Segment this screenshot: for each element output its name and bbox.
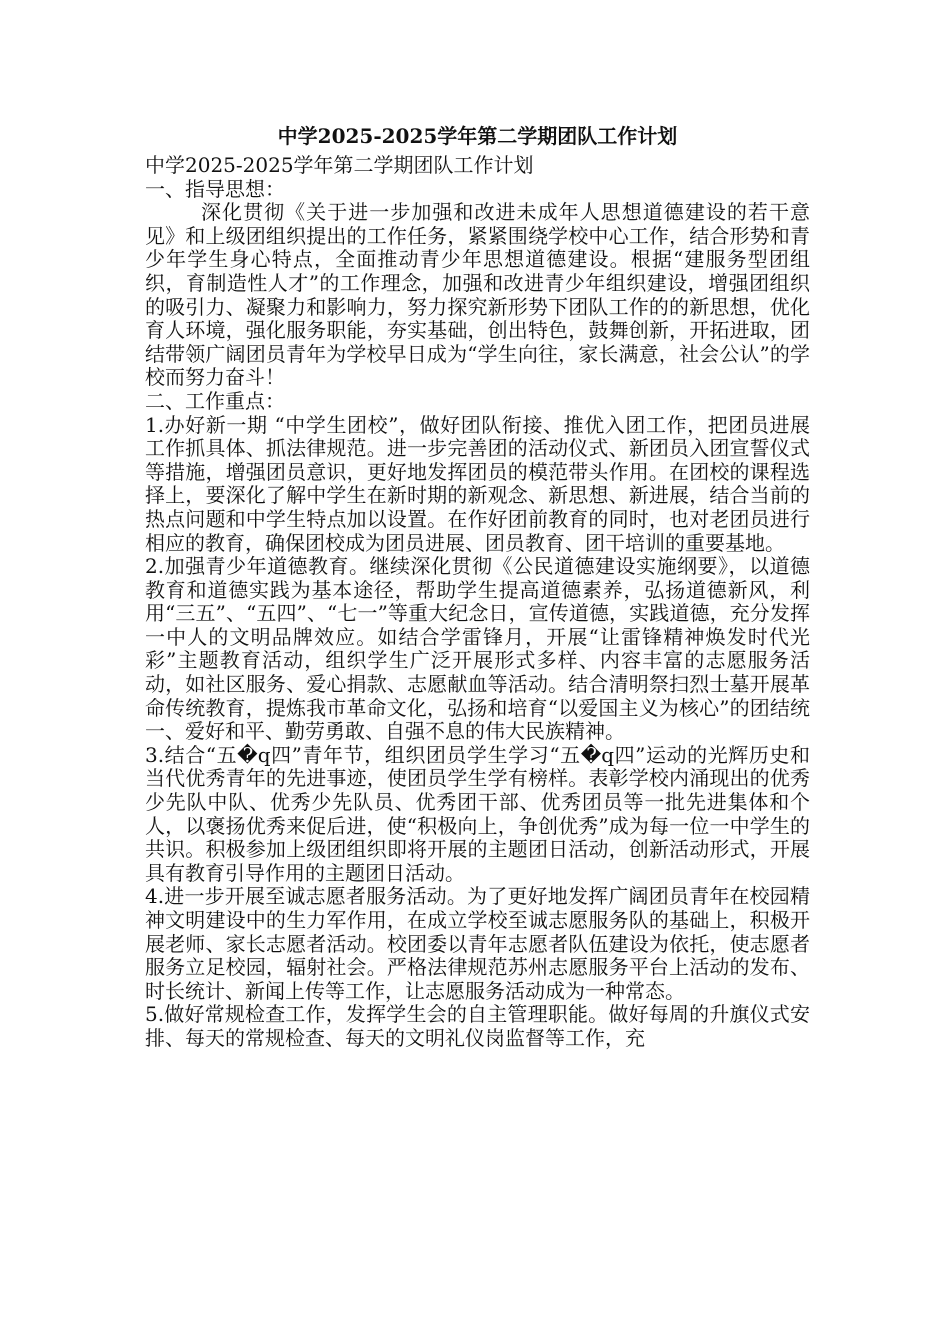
section-heading-guiding-thought: 一、指导思想： (145, 176, 285, 201)
work-item-1: 1.办好新一期 “中学生团校”，做好团队衔接、推优入团工作，把团员进展工作抓具体、抓法律规范。进一步完善团的活动仪式、新团员入团宣誓仪式等措施，增强团员意识，更好地发挥团员的模范带头作用。在团校的课程选择上，要深化了解中学生在新时期的新观念、新思想、新进展，结合当前的热点问题和中学生特点加以设置。在作好团前教育的同时，也对老团员进行相应的教育，确保团校成为团员进展、团员教育、团干培训的重要基地。 (145, 412, 810, 555)
document-subtitle: 中学2025-2025学年第二学期团队工作计划 (145, 153, 534, 177)
document-page (145, 120, 810, 1051)
work-item-5: 5.做好常规检查工作，发挥学生会的自主管理职能。做好每周的升旗仪式安排、每天的常规检查、每天的文明礼仪岗监督等工作，充 (145, 1002, 810, 1050)
document-title: 中学2025-2025学年第二学期团队工作计划 (277, 124, 678, 148)
work-item-4: 4.进一步开展至诚志愿者服务活动。为了更好地发挥广阔团员青年在校园精神文明建设中的生力军作用，在成立学校至诚志愿服务队的基础上，积极开展老师、家长志愿者活动。校团委以青年志愿者队伍建设为依托，使志愿者服务立足校园，辐射社会。严格法律规范苏州志愿服务平台上活动的发布、时长统计、新闻上传等工作，让志愿服务活动成为一种常态。 (145, 884, 810, 1003)
section-heading-work-focus: 二、工作重点： (145, 388, 285, 413)
work-item-2: 2.加强青少年道德教育。继续深化贯彻《公民道德建设实施纲要》，以道德教育和道德实践为基本途径，帮助学生提高道德素养，弘扬道德新风，利用“三五”、“五四”、“七一”等重大纪念日，宣传道德，实践道德，充分发挥一中人的文明品牌效应。如结合学雷锋月，开展“让雷锋精神焕发时代光彩”主题教育活动，组织学生广泛开展形式多样、内容丰富的志愿服务活动，如社区服务、爱心捐款、志愿献血等活动。结合清明祭扫烈士墓开展革命传统教育，提炼我市革命文化，弘扬和培育“以爱国主义为核心”的团结统一、爱好和平、勤劳勇敢、自强不息的伟大民族精神。 (145, 554, 810, 744)
work-item-3: 3.结合“五�q四”青年节，组织团员学生学习“五�q四”运动的光辉历史和当代优秀青年的先进事迹，使团员学生学有榜样。表彰学校内涌现出的优秀少先队中队、优秀少先队员、优秀团干部、优秀团员等一批先进集体和个人，以褒扬优秀来促后进，使“积极向上，争创优秀”成为每一位一中学生的共识。积极参加上级团组织即将开展的主题团日活动，创新活动形式，开展具有教育引导作用的主题团日活动。 (145, 742, 810, 885)
section-body-guiding-thought: 深化贯彻《关于进一步加强和改进未成年人思想道德建设的若干意见》和上级团组织提出的工作任务，紧紧围绕学校中心工作，结合形势和青少年学生身心特点，全面推动青少年思想道德建设。根据“建服务型团组织，育制造性人才”的工作理念，加强和改进青少年组织建设，增强团组织的吸引力、凝聚力和影响力，努力探究新形势下团队工作的的新思想，优化育人环境，强化服务职能，夯实基础，创出特色，鼓舞创新，开拓进取，团结带领广阔团员青年为学校早日成为“学生向往，家长满意，社会公认”的学校而努力奋斗！ (145, 200, 810, 390)
